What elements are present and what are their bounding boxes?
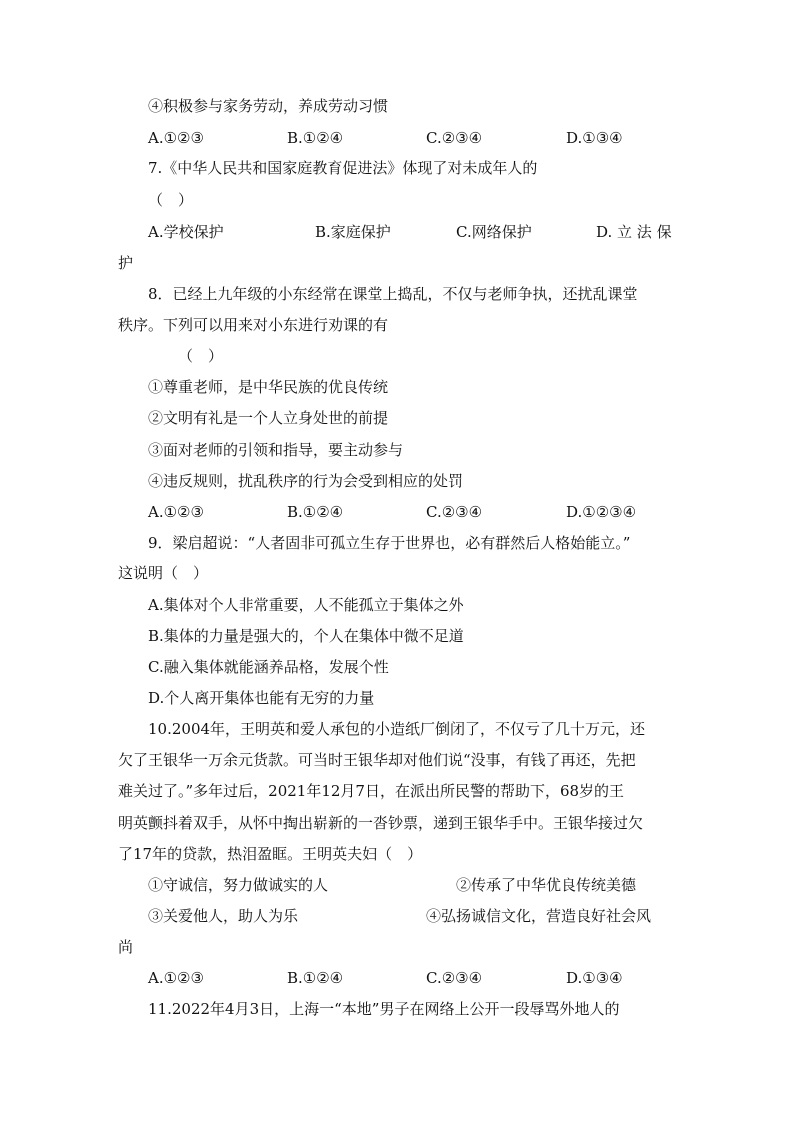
q6-option-b: B.①②④	[287, 129, 344, 147]
q8-option-c: C.②③④	[426, 503, 483, 521]
q10-item-2: ②传承了中华优良传统美德	[456, 876, 637, 894]
q10-stem-line-2: 欠了王银华一万余元货款。可当时王银华却对他们说“没事，有钱了再还，先把	[118, 751, 636, 769]
q8-item-3: ③面对老师的引领和指导，要主动参与	[148, 441, 404, 459]
q6-option-d: D.①③④	[566, 129, 623, 147]
q10-item-4: ④弘扬诚信文化，营造良好社会风	[426, 907, 652, 925]
q10-option-c: C.②③④	[426, 969, 483, 987]
q8-stem-line-2: 秩序。下列可以用来对小东进行劝课的有	[118, 316, 389, 334]
q9-option-c: C.融入集体就能涵养品格，发展个性	[148, 658, 389, 676]
q10-item-3: ③关爱他人，助人为乐	[148, 907, 299, 925]
q9-option-b: B.集体的力量是强大的，个人在集体中微不足道	[148, 627, 464, 645]
q10-option-d: D.①③④	[566, 969, 623, 987]
q6-option-a: A.①②③	[148, 129, 204, 147]
q8-item-4: ④违反规则，扰乱秩序的行为会受到相应的处罚	[148, 472, 464, 490]
q8-option-a: A.①②③	[148, 503, 204, 521]
q10-stem-line-5: 了17年的贷款，热泪盈眶。王明英夫妇（ ）	[118, 845, 423, 863]
q7-option-b: B.家庭保护	[315, 223, 391, 241]
q7-option-d: D. 立 法 保	[596, 223, 672, 241]
q8-answer-paren: （ ）	[178, 347, 224, 365]
q7-option-a: A.学校保护	[148, 223, 224, 241]
q10-option-a: A.①②③	[148, 969, 204, 987]
q7-stem: 7.《中华人民共和国家庭教育促进法》体现了对未成年人的	[148, 159, 538, 177]
q9-option-d: D.个人离开集体也能有无穷的力量	[148, 689, 375, 707]
q10-stem-line-4: 明英颤抖着双手，从怀中掏出崭新的一沓钞票，递到王银华手中。王银华接过欠	[118, 814, 644, 832]
q6-option-c: C.②③④	[426, 129, 483, 147]
q8-item-2: ②文明有礼是一个人立身处世的前提	[148, 409, 389, 427]
q10-item-4-wrap: 尚	[118, 938, 134, 956]
q8-stem-line-1: 8．已经上九年级的小东经常在课堂上捣乱，不仅与老师争执，还扰乱课堂	[148, 285, 638, 303]
q6-item-4: ④积极参与家务劳动，养成劳动习惯	[148, 97, 389, 115]
q8-option-b: B.①②④	[287, 503, 344, 521]
q7-answer-paren: （ ）	[148, 191, 194, 209]
q10-stem-line-1: 10.2004年，王明英和爱人承包的小造纸厂倒闭了，不仅亏了几十万元，还	[148, 720, 646, 738]
q9-stem-line-1: 9．梁启超说：“人者固非可孤立生存于世界也，必有群然后人格始能立。”	[148, 534, 631, 552]
q10-item-1: ①守诚信，努力做诚实的人	[148, 876, 329, 894]
q10-stem-line-3: 难关过了。”多年过后，2021年12月7日，在派出所民警的帮助下，68岁的王	[118, 782, 625, 800]
q9-option-a: A.集体对个人非常重要，人不能孤立于集体之外	[148, 596, 464, 614]
q7-option-c: C.网络保护	[456, 223, 532, 241]
q11-stem: 11.2022年4月3日，上海一“本地”男子在网络上公开一段辱骂外地人的	[148, 1000, 620, 1018]
q8-item-1: ①尊重老师，是中华民族的优良传统	[148, 378, 389, 396]
q8-option-d: D.①②③④	[566, 503, 637, 521]
q7-option-d-wrap: 护	[118, 254, 134, 272]
q10-option-b: B.①②④	[287, 969, 344, 987]
q9-stem-line-2: 这说明（ ）	[118, 564, 209, 582]
